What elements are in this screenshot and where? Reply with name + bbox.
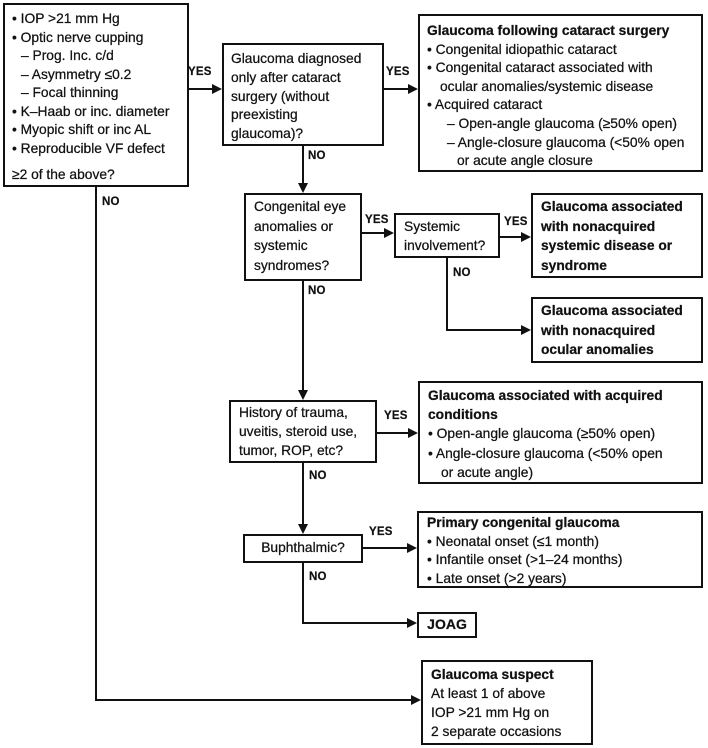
text-line: tumor, ROP, etc? bbox=[239, 443, 344, 458]
edge-label-anomalies-no: NO bbox=[308, 285, 326, 297]
edge-label-buphthalmic-yes: YES bbox=[369, 526, 393, 538]
arrowhead-icon bbox=[212, 84, 222, 94]
edge-label-criteria-no: NO bbox=[102, 196, 120, 208]
text-line: • Optic nerve cupping bbox=[12, 29, 144, 45]
outcome-title: Glaucoma following cataract surgery bbox=[427, 23, 670, 38]
text-line: History of trauma, bbox=[239, 405, 348, 420]
text-line: ≥2 of the above? bbox=[12, 167, 115, 182]
outcome-title: Glaucoma suspect bbox=[431, 667, 554, 682]
arrowhead-icon bbox=[408, 428, 418, 438]
text-line: • K–Haab or inc. diameter bbox=[12, 103, 170, 119]
arrowhead-icon bbox=[298, 524, 308, 534]
question-buphthalmic-box bbox=[243, 534, 363, 563]
text-line: ocular anomalies bbox=[541, 342, 654, 357]
text-line: involvement? bbox=[404, 238, 486, 253]
text-line: – Open-angle glaucoma (≥50% open) bbox=[447, 115, 677, 131]
edge-anomalies-no-line bbox=[302, 281, 304, 392]
outcome-following-cataract-surgery-box bbox=[418, 14, 703, 172]
edge-buphthalmic-yes-line bbox=[363, 547, 409, 549]
text-line: • Reproducible VF defect bbox=[12, 140, 165, 156]
text-line: Buphthalmic? bbox=[261, 540, 345, 555]
text-line: • Acquired cataract bbox=[427, 97, 543, 113]
question-cataract-surgery-box bbox=[222, 43, 384, 146]
question-systemic-involvement-box bbox=[394, 213, 500, 258]
text-line: anomalies or bbox=[254, 218, 333, 234]
text-line: • Infantile onset (>1–24 months) bbox=[427, 552, 623, 567]
text-line: • IOP >21 mm Hg bbox=[12, 11, 120, 26]
text-line: Congenital eye bbox=[254, 199, 347, 214]
text-line: • Late onset (>2 years) bbox=[427, 570, 567, 586]
edge-cataract-no-line bbox=[302, 146, 304, 186]
text-line: At least 1 of above bbox=[431, 686, 546, 701]
edge-systemic-yes-line bbox=[500, 236, 523, 238]
arrowhead-icon bbox=[521, 232, 531, 242]
edge-label-criteria-yes: YES bbox=[188, 66, 212, 78]
text-line: • Open-angle glaucoma (≥50% open) bbox=[428, 426, 656, 442]
edge-criteria-no-line-h bbox=[95, 699, 413, 701]
text-line: uveitis, steroid use, bbox=[239, 424, 358, 439]
arrowhead-icon bbox=[408, 84, 418, 94]
text-line: with nonacquired bbox=[541, 322, 656, 338]
text-line: syndromes? bbox=[254, 257, 330, 273]
outcome-title: Glaucoma associated with acquired bbox=[428, 388, 663, 403]
text-line: ocular anomalies/systemic disease bbox=[440, 78, 654, 94]
outcome-primary-congenital-box bbox=[417, 511, 703, 588]
outcome-glaucoma-suspect-box bbox=[421, 660, 593, 745]
text-line: or acute angle) bbox=[441, 464, 534, 480]
text-line: only after cataract bbox=[231, 69, 341, 85]
text-line: – Asymmetry ≤0.2 bbox=[21, 66, 132, 82]
edge-label-cataract-no: NO bbox=[308, 150, 326, 162]
text-line: 2 separate occasions bbox=[431, 724, 562, 739]
edge-buphthalmic-no-line-v bbox=[302, 563, 304, 624]
text-line: systemic bbox=[254, 238, 308, 253]
text-line: • Congenital cataract associated with bbox=[427, 60, 653, 76]
outcome-nonacquired-ocular-box bbox=[531, 297, 703, 363]
text-line: Glaucoma associated bbox=[541, 199, 683, 214]
edge-history-yes-line bbox=[377, 432, 410, 434]
edge-label-buphthalmic-no: NO bbox=[309, 571, 327, 583]
text-line: IOP >21 mm Hg on bbox=[431, 705, 550, 720]
outcome-joag-box bbox=[417, 612, 477, 638]
edge-buphthalmic-no-line-h bbox=[302, 622, 409, 624]
text-line: • Congenital idiopathic cataract bbox=[427, 41, 617, 57]
edge-anomalies-yes-line bbox=[362, 232, 386, 234]
arrowhead-icon bbox=[521, 325, 531, 335]
text-line: or acute angle closure bbox=[457, 153, 593, 169]
text-line: Systemic bbox=[404, 219, 460, 234]
outcome-title: Primary congenital glaucoma bbox=[427, 515, 620, 530]
arrowhead-icon bbox=[298, 390, 308, 400]
edge-systemic-no-line-v bbox=[446, 258, 448, 331]
edge-cataract-yes-line bbox=[384, 88, 410, 90]
edge-systemic-no-line-h bbox=[446, 329, 523, 331]
text-line: JOAG bbox=[427, 616, 467, 632]
text-line: • Neonatal onset (≤1 month) bbox=[427, 533, 599, 549]
criteria-box bbox=[3, 3, 189, 187]
edge-history-no-line bbox=[302, 463, 304, 525]
text-line: – Focal thinning bbox=[21, 85, 119, 100]
text-line: Glaucoma associated bbox=[541, 303, 683, 318]
text-line: systemic disease or bbox=[541, 238, 673, 253]
text-line: • Myopic shift or inc AL bbox=[12, 122, 152, 137]
arrowhead-icon bbox=[407, 618, 417, 628]
text-line: syndrome bbox=[541, 257, 607, 273]
text-line: • Angle-closure glaucoma (<50% open bbox=[428, 445, 663, 461]
arrowhead-icon bbox=[298, 183, 308, 193]
arrowhead-icon bbox=[411, 695, 421, 705]
text-line: – Angle-closure glaucoma (<50% open bbox=[447, 134, 685, 150]
edge-criteria-no-line-v bbox=[95, 187, 97, 701]
text-line: glaucoma)? bbox=[231, 126, 304, 142]
edge-label-cataract-yes: YES bbox=[386, 66, 410, 78]
outcome-nonacquired-systemic-box bbox=[531, 193, 703, 278]
outcome-title: conditions bbox=[428, 407, 498, 423]
outcome-acquired-conditions-box bbox=[418, 381, 703, 484]
text-line: with nonacquired bbox=[541, 218, 656, 234]
text-line: Glaucoma diagnosed bbox=[231, 51, 362, 66]
edge-label-systemic-yes: YES bbox=[504, 216, 528, 228]
text-line: surgery (without bbox=[231, 88, 330, 104]
arrowhead-icon bbox=[384, 228, 394, 238]
edge-label-history-no: NO bbox=[309, 470, 327, 482]
question-history-trauma-box bbox=[229, 400, 377, 463]
question-congenital-anomalies-box bbox=[244, 193, 362, 281]
edge-criteria-yes-line bbox=[189, 88, 214, 90]
edge-label-anomalies-yes: YES bbox=[365, 214, 389, 226]
text-line: preexisting bbox=[231, 107, 298, 123]
edge-label-history-yes: YES bbox=[384, 410, 408, 422]
edge-label-systemic-no: NO bbox=[453, 267, 471, 279]
text-line: – Prog. Inc. c/d bbox=[21, 48, 114, 63]
arrowhead-icon bbox=[407, 543, 417, 553]
